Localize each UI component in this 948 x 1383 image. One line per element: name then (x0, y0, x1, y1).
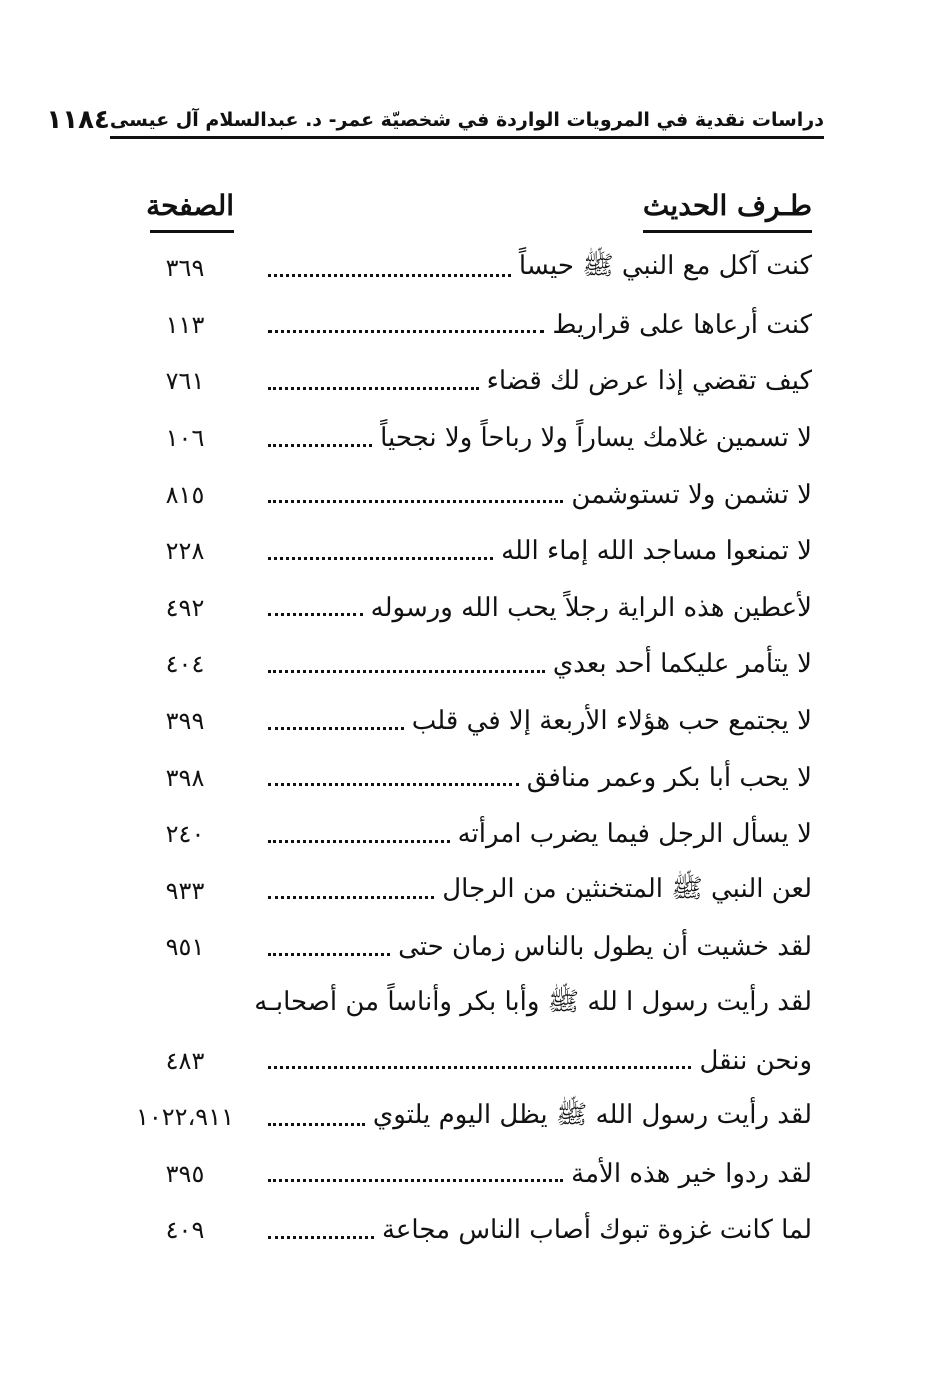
page-header (46, 104, 824, 136)
leader-dots (268, 500, 563, 503)
index-entry (120, 580, 812, 637)
leader-dots (268, 727, 404, 730)
hadith-column-heading: طـرف الحديث (643, 186, 812, 233)
entry-page-number: ١١٣ (165, 310, 205, 339)
index-entry (120, 240, 812, 297)
index-entry (120, 353, 812, 410)
leader-dots (268, 953, 390, 956)
entry-page-number: ٤٩٢ (165, 593, 205, 622)
entry-page-number: ١٠٢٢،٩١١ (136, 1103, 234, 1132)
leader-dots (268, 1236, 374, 1239)
index-entry (120, 806, 812, 863)
entry-page-number: ٤٨٣ (165, 1046, 205, 1075)
leader-dots (268, 1179, 563, 1182)
hadith-text: لا تشمن ولا تستوشمن (571, 479, 812, 510)
entry-page-number: ٣٩٥ (165, 1159, 205, 1188)
index-entry (120, 1146, 812, 1203)
page-column-heading: الصفحة (150, 186, 234, 233)
index-entry (120, 1202, 812, 1259)
hadith-text: لا يحب أبا بكر وعمر منافق (526, 762, 812, 793)
entry-page-number: ٤٠٩ (165, 1216, 205, 1245)
leader-dots (268, 1066, 691, 1069)
page-number: ١١٨٤ (46, 105, 110, 135)
hadith-text: ونحن ننقل (699, 1045, 812, 1076)
entry-page-number: ١٠٦ (165, 424, 205, 453)
running-title: دراسات نقدية في المرويات الواردة في شخصيّة عمر- د. عبدالسلام آل عيسى (109, 109, 824, 131)
leader-dots (268, 840, 450, 843)
entry-page-number: ٣٩٩ (165, 707, 205, 736)
entry-page-number: ٩٥١ (165, 933, 205, 962)
index-entry (120, 919, 812, 976)
entry-page-number: ٢٤٠ (165, 820, 205, 849)
hadith-text: لقد خشيت أن يطول بالناس زمان حتى (398, 932, 812, 963)
header-rule (110, 136, 824, 139)
hadith-text: كنت آكل مع النبي ﷺ حيساً (518, 251, 812, 282)
leader-dots (268, 330, 544, 333)
leader-dots (268, 274, 511, 277)
hadith-text: لا يتأمر عليكما أحد بعدي (552, 649, 812, 680)
hadith-text: لا تمنعوا مساجد الله إماء الله (501, 536, 812, 567)
hadith-text: لقد ردوا خير هذه الأمة (571, 1158, 812, 1189)
hadith-text: لقد رأيت رسول ا لله ﷺ وأبا بكر وأناساً من أصحابـه (254, 987, 812, 1018)
index-entry (120, 466, 812, 523)
hadith-text: لما كانت غزوة تبوك أصاب الناس مجاعة (381, 1215, 812, 1246)
index-entry (120, 749, 812, 806)
index-entry (120, 693, 812, 750)
index-entry (120, 1089, 812, 1146)
leader-dots (268, 557, 493, 560)
hadith-text: لا تسمين غلامك يساراً ولا رباحاً ولا نجحياً (380, 423, 812, 454)
hadith-index-list (120, 240, 812, 1259)
leader-dots (268, 387, 479, 390)
index-entry (120, 297, 812, 354)
leader-dots (268, 1123, 365, 1126)
leader-dots (268, 444, 372, 447)
hadith-text: كنت أرعاها على قراريط (552, 309, 812, 340)
entry-page-number: ٣٩٨ (165, 763, 205, 792)
leader-dots (268, 670, 545, 673)
entry-page-number: ٧٦١ (165, 367, 205, 396)
index-entry (120, 976, 812, 1033)
entry-page-number: ٢٢٨ (165, 537, 205, 566)
hadith-text: لعن النبي ﷺ المتخنثين من الرجال (442, 873, 812, 904)
column-headings (146, 186, 812, 236)
hadith-text: لا يجتمع حب هؤلاء الأربعة إلا في قلب (411, 706, 812, 737)
hadith-text: لا يسأل الرجل فيما يضرب امرأته (457, 819, 812, 850)
index-entry (120, 523, 812, 580)
hadith-text: كيف تقضي إذا عرض لك قضاء (486, 366, 812, 397)
index-entry (120, 863, 812, 920)
hadith-text: لقد رأيت رسول الله ﷺ يظل اليوم يلتوي (372, 1100, 812, 1131)
index-entry (120, 636, 812, 693)
index-entry (120, 410, 812, 467)
index-entry (120, 1032, 812, 1089)
entry-page-number: ٤٠٤ (165, 650, 205, 679)
hadith-text: لأعطين هذه الراية رجلاً يحب الله ورسوله (370, 592, 812, 623)
leader-dots (268, 783, 519, 786)
entry-page-number: ٩٣٣ (165, 876, 205, 905)
leader-dots (268, 896, 434, 899)
entry-page-number: ٣٦٩ (165, 254, 205, 283)
entry-page-number: ٨١٥ (165, 480, 205, 509)
leader-dots (268, 613, 363, 616)
